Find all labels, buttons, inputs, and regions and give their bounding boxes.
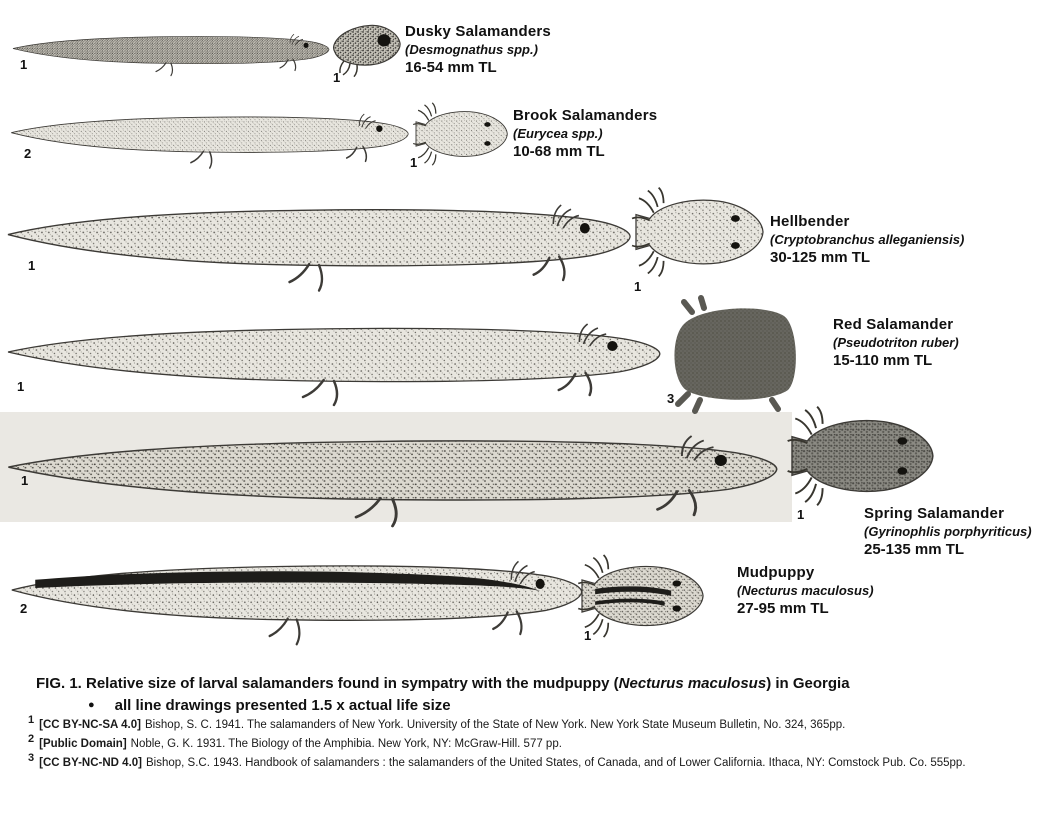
mudpuppy-larva-drawing xyxy=(10,543,587,635)
citation-2 xyxy=(28,733,562,750)
spring-salamander-larva-drawing xyxy=(6,416,784,516)
species-size-range: 15-110 mm TL xyxy=(833,352,933,369)
species-scientific-name: (Desmognathus spp.) xyxy=(405,42,538,57)
hellbender-head-drawing xyxy=(636,178,764,286)
species-scientific-name: (Pseudotriton ruber) xyxy=(833,335,959,350)
species-scientific-name: (Cryptobranchus alleganiensis) xyxy=(770,232,965,247)
caption-line-1 xyxy=(36,674,850,693)
source-number: 1 xyxy=(797,507,805,522)
caption-text-suffix: ) in Georgia xyxy=(766,675,850,692)
caption-species-name: Necturus maculosus xyxy=(618,675,767,692)
species-label-hellbender xyxy=(770,213,964,267)
red-salamander-larva-drawing xyxy=(6,306,666,396)
source-number: 1 xyxy=(21,473,29,488)
dusky-salamander-larva-drawing xyxy=(12,25,332,71)
source-number: 3 xyxy=(667,391,675,406)
brook-salamander-larva-drawing xyxy=(10,102,412,162)
dusky-salamander-head-drawing xyxy=(332,17,402,73)
source-number: 1 xyxy=(17,379,25,394)
species-scientific-name: (Eurycea spp.) xyxy=(513,126,603,141)
species-label-spring xyxy=(864,505,1032,559)
source-number: 1 xyxy=(410,155,418,170)
source-number: 2 xyxy=(20,601,28,616)
citation-license: [Public Domain] xyxy=(39,737,127,750)
citation-license: [CC BY-NC-ND 4.0] xyxy=(39,756,142,769)
brook-salamander-head-drawing xyxy=(416,96,508,172)
species-label-mudpuppy xyxy=(737,564,874,618)
species-common-name: Red Salamander xyxy=(833,316,954,333)
species-common-name: Hellbender xyxy=(770,213,850,230)
hellbender-larva-drawing xyxy=(6,186,636,281)
species-size-range: 10-68 mm TL xyxy=(513,143,605,160)
mudpuppy-head-drawing xyxy=(582,546,704,646)
spring-salamander-head-drawing xyxy=(792,396,934,516)
citation-text: Bishop, S. C. 1941. The salamanders of New York. University of the State of New York. New York State Museum Bulletin, No. 324, 365pp. xyxy=(144,718,846,731)
species-size-range: 16-54 mm TL xyxy=(405,59,497,76)
source-number: 1 xyxy=(333,70,341,85)
species-size-range: 30-125 mm TL xyxy=(770,249,871,266)
caption-line-2 xyxy=(36,696,850,715)
source-number: 1 xyxy=(20,57,28,72)
source-number: 1 xyxy=(28,258,36,273)
species-label-red xyxy=(833,316,959,370)
species-size-range: 27-95 mm TL xyxy=(737,600,829,617)
species-size-range: 25-135 mm TL xyxy=(864,541,965,558)
species-common-name: Brook Salamanders xyxy=(513,107,658,124)
source-number: 1 xyxy=(634,279,642,294)
species-label-brook xyxy=(513,107,657,161)
citation-1 xyxy=(28,714,845,731)
caption-note: all line drawings presented 1.5 x actual life size xyxy=(114,697,451,714)
citation-number: 2 xyxy=(28,733,35,745)
species-label-dusky xyxy=(405,23,551,77)
citation-3 xyxy=(28,752,966,769)
species-common-name: Dusky Salamanders xyxy=(405,23,551,40)
citation-number: 3 xyxy=(28,752,35,764)
citation-license: [CC BY-NC-SA 4.0] xyxy=(39,718,141,731)
species-common-name: Mudpuppy xyxy=(737,564,815,581)
bullet-icon: ● xyxy=(88,699,95,711)
citation-text: Bishop, S.C. 1943. Handbook of salamanders : the salamanders of the United States, of Canada, and of Lower California. Ithaca, NY: Comstock Pub. Co. 555pp. xyxy=(146,756,966,769)
source-number: 2 xyxy=(24,146,32,161)
figure-caption xyxy=(36,674,850,715)
caption-text-prefix: FIG. 1. Relative size of larval salamanders found in sympatry with the mudpuppy ( xyxy=(36,675,619,692)
citation-text: Noble, G. K. 1931. The Biology of the Amphibia. New York, NY: McGraw-Hill. 577 pp. xyxy=(130,737,562,750)
species-common-name: Spring Salamander xyxy=(864,505,1005,522)
species-scientific-name: (Gyrinophlis porphyriticus) xyxy=(864,524,1032,539)
species-scientific-name: (Necturus maculosus) xyxy=(737,583,874,598)
red-salamander-head-drawing xyxy=(668,296,802,412)
citation-number: 1 xyxy=(28,714,35,726)
source-number: 1 xyxy=(584,628,592,643)
